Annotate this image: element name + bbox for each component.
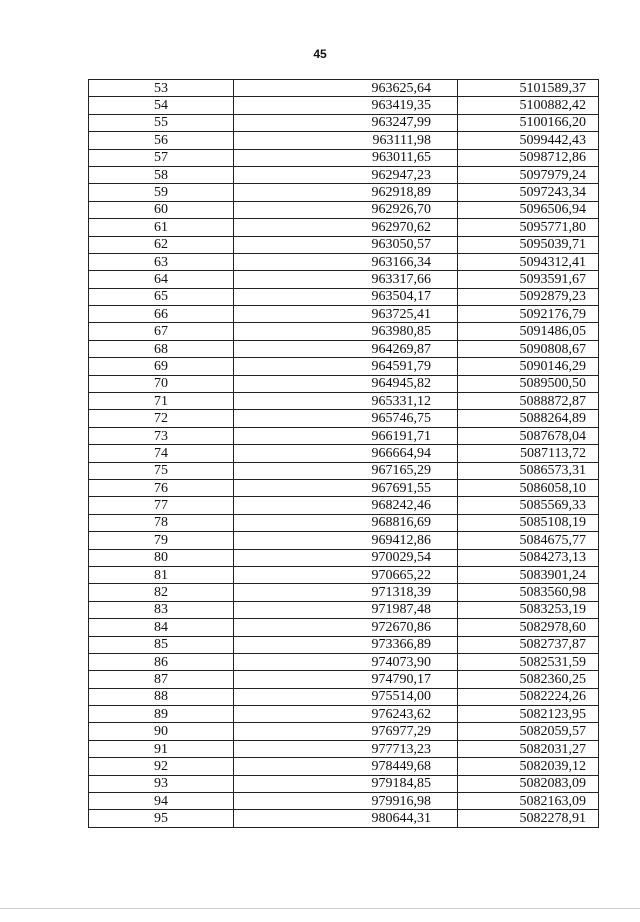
point-number-cell: 54 <box>89 97 234 114</box>
x-coordinate-cell: 963050,57 <box>234 236 458 253</box>
point-number-cell: 58 <box>89 166 234 183</box>
table-row <box>89 358 599 375</box>
point-number-cell: 60 <box>89 201 234 218</box>
x-coordinate-cell: 974073,90 <box>234 653 458 670</box>
x-coordinate-cell: 963625,64 <box>234 80 458 97</box>
point-number-cell: 70 <box>89 375 234 392</box>
x-coordinate-cell: 966664,94 <box>234 445 458 462</box>
point-number-cell: 87 <box>89 671 234 688</box>
x-coordinate-cell: 962947,23 <box>234 166 458 183</box>
x-coordinate-cell: 979916,98 <box>234 793 458 810</box>
point-number-cell: 82 <box>89 584 234 601</box>
y-coordinate-cell: 5097243,34 <box>458 184 599 201</box>
point-number-cell: 55 <box>89 114 234 131</box>
point-number-cell: 95 <box>89 810 234 827</box>
y-coordinate-cell: 5082039,12 <box>458 758 599 775</box>
y-coordinate-cell: 5084273,13 <box>458 549 599 566</box>
table-row <box>89 375 599 392</box>
y-coordinate-cell: 5088872,87 <box>458 393 599 410</box>
table-row <box>89 671 599 688</box>
y-coordinate-cell: 5085569,33 <box>458 497 599 514</box>
point-number-cell: 75 <box>89 462 234 479</box>
table-row <box>89 97 599 114</box>
x-coordinate-cell: 963011,65 <box>234 149 458 166</box>
point-number-cell: 62 <box>89 236 234 253</box>
x-coordinate-cell: 963980,85 <box>234 323 458 340</box>
x-coordinate-cell: 969412,86 <box>234 532 458 549</box>
table-row <box>89 793 599 810</box>
point-number-cell: 94 <box>89 793 234 810</box>
x-coordinate-cell: 962926,70 <box>234 201 458 218</box>
point-number-cell: 80 <box>89 549 234 566</box>
table-row <box>89 114 599 131</box>
y-coordinate-cell: 5082123,95 <box>458 706 599 723</box>
point-number-cell: 65 <box>89 288 234 305</box>
table-row <box>89 340 599 357</box>
x-coordinate-cell: 963504,17 <box>234 288 458 305</box>
table-row <box>89 601 599 618</box>
table-row <box>89 723 599 740</box>
point-number-cell: 88 <box>89 688 234 705</box>
y-coordinate-cell: 5086058,10 <box>458 479 599 496</box>
point-number-cell: 90 <box>89 723 234 740</box>
table-row <box>89 775 599 792</box>
x-coordinate-cell: 964269,87 <box>234 340 458 357</box>
x-coordinate-cell: 970029,54 <box>234 549 458 566</box>
x-coordinate-cell: 968816,69 <box>234 514 458 531</box>
x-coordinate-cell: 965331,12 <box>234 393 458 410</box>
table-row <box>89 219 599 236</box>
x-coordinate-cell: 962918,89 <box>234 184 458 201</box>
x-coordinate-cell: 963317,66 <box>234 271 458 288</box>
y-coordinate-cell: 5082531,59 <box>458 653 599 670</box>
y-coordinate-cell: 5100882,42 <box>458 97 599 114</box>
y-coordinate-cell: 5082978,60 <box>458 619 599 636</box>
x-coordinate-cell: 971987,48 <box>234 601 458 618</box>
y-coordinate-cell: 5088264,89 <box>458 410 599 427</box>
table-row <box>89 497 599 514</box>
table-row <box>89 810 599 827</box>
x-coordinate-cell: 966191,71 <box>234 427 458 444</box>
y-coordinate-cell: 5098712,86 <box>458 149 599 166</box>
x-coordinate-cell: 976977,29 <box>234 723 458 740</box>
table-row <box>89 184 599 201</box>
table-row <box>89 427 599 444</box>
table-row <box>89 584 599 601</box>
table-row <box>89 479 599 496</box>
table-row <box>89 253 599 270</box>
point-number-cell: 85 <box>89 636 234 653</box>
x-coordinate-cell: 980644,31 <box>234 810 458 827</box>
y-coordinate-cell: 5082278,91 <box>458 810 599 827</box>
x-coordinate-cell: 963419,35 <box>234 97 458 114</box>
y-coordinate-cell: 5087678,04 <box>458 427 599 444</box>
y-coordinate-cell: 5082059,57 <box>458 723 599 740</box>
y-coordinate-cell: 5086573,31 <box>458 462 599 479</box>
x-coordinate-cell: 970665,22 <box>234 566 458 583</box>
x-coordinate-cell: 976243,62 <box>234 706 458 723</box>
y-coordinate-cell: 5083253,19 <box>458 601 599 618</box>
y-coordinate-cell: 5094312,41 <box>458 253 599 270</box>
point-number-cell: 59 <box>89 184 234 201</box>
point-number-cell: 77 <box>89 497 234 514</box>
table-row <box>89 514 599 531</box>
y-coordinate-cell: 5090808,67 <box>458 340 599 357</box>
y-coordinate-cell: 5095039,71 <box>458 236 599 253</box>
x-coordinate-cell: 963166,34 <box>234 253 458 270</box>
table-row <box>89 393 599 410</box>
point-number-cell: 93 <box>89 775 234 792</box>
y-coordinate-cell: 5083560,98 <box>458 584 599 601</box>
y-coordinate-cell: 5084675,77 <box>458 532 599 549</box>
point-number-cell: 83 <box>89 601 234 618</box>
table-row <box>89 688 599 705</box>
table-row <box>89 532 599 549</box>
point-number-cell: 66 <box>89 306 234 323</box>
point-number-cell: 68 <box>89 340 234 357</box>
x-coordinate-cell: 964591,79 <box>234 358 458 375</box>
table-row <box>89 462 599 479</box>
point-number-cell: 92 <box>89 758 234 775</box>
table-row <box>89 740 599 757</box>
y-coordinate-cell: 5096506,94 <box>458 201 599 218</box>
table-row <box>89 549 599 566</box>
coordinates-table-body <box>89 80 599 828</box>
x-coordinate-cell: 979184,85 <box>234 775 458 792</box>
y-coordinate-cell: 5082360,25 <box>458 671 599 688</box>
point-number-cell: 53 <box>89 80 234 97</box>
y-coordinate-cell: 5093591,67 <box>458 271 599 288</box>
x-coordinate-cell: 974790,17 <box>234 671 458 688</box>
y-coordinate-cell: 5097979,24 <box>458 166 599 183</box>
table-row <box>89 653 599 670</box>
y-coordinate-cell: 5087113,72 <box>458 445 599 462</box>
y-coordinate-cell: 5085108,19 <box>458 514 599 531</box>
table-row <box>89 566 599 583</box>
table-row <box>89 445 599 462</box>
x-coordinate-cell: 967691,55 <box>234 479 458 496</box>
table-row <box>89 636 599 653</box>
table-row <box>89 619 599 636</box>
table-row <box>89 758 599 775</box>
point-number-cell: 64 <box>89 271 234 288</box>
point-number-cell: 86 <box>89 653 234 670</box>
y-coordinate-cell: 5082737,87 <box>458 636 599 653</box>
x-coordinate-cell: 971318,39 <box>234 584 458 601</box>
point-number-cell: 79 <box>89 532 234 549</box>
point-number-cell: 84 <box>89 619 234 636</box>
table-row <box>89 271 599 288</box>
point-number-cell: 67 <box>89 323 234 340</box>
x-coordinate-cell: 973366,89 <box>234 636 458 653</box>
point-number-cell: 91 <box>89 740 234 757</box>
table-row <box>89 288 599 305</box>
table-row <box>89 306 599 323</box>
y-coordinate-cell: 5091486,05 <box>458 323 599 340</box>
y-coordinate-cell: 5095771,80 <box>458 219 599 236</box>
y-coordinate-cell: 5092176,79 <box>458 306 599 323</box>
point-number-cell: 81 <box>89 566 234 583</box>
point-number-cell: 71 <box>89 393 234 410</box>
x-coordinate-cell: 975514,00 <box>234 688 458 705</box>
table-row <box>89 80 599 97</box>
x-coordinate-cell: 978449,68 <box>234 758 458 775</box>
point-number-cell: 76 <box>89 479 234 496</box>
x-coordinate-cell: 964945,82 <box>234 375 458 392</box>
table-row <box>89 201 599 218</box>
x-coordinate-cell: 962970,62 <box>234 219 458 236</box>
y-coordinate-cell: 5100166,20 <box>458 114 599 131</box>
y-coordinate-cell: 5082224,26 <box>458 688 599 705</box>
point-number-cell: 72 <box>89 410 234 427</box>
point-number-cell: 56 <box>89 132 234 149</box>
table-row <box>89 410 599 427</box>
y-coordinate-cell: 5083901,24 <box>458 566 599 583</box>
x-coordinate-cell: 967165,29 <box>234 462 458 479</box>
point-number-cell: 69 <box>89 358 234 375</box>
y-coordinate-cell: 5090146,29 <box>458 358 599 375</box>
table-row <box>89 236 599 253</box>
y-coordinate-cell: 5082163,09 <box>458 793 599 810</box>
coordinates-table <box>88 79 599 828</box>
table-row <box>89 323 599 340</box>
table-row <box>89 166 599 183</box>
point-number-cell: 74 <box>89 445 234 462</box>
y-coordinate-cell: 5101589,37 <box>458 80 599 97</box>
table-row <box>89 149 599 166</box>
y-coordinate-cell: 5082031,27 <box>458 740 599 757</box>
point-number-cell: 78 <box>89 514 234 531</box>
x-coordinate-cell: 963725,41 <box>234 306 458 323</box>
x-coordinate-cell: 977713,23 <box>234 740 458 757</box>
point-number-cell: 61 <box>89 219 234 236</box>
x-coordinate-cell: 963247,99 <box>234 114 458 131</box>
y-coordinate-cell: 5089500,50 <box>458 375 599 392</box>
point-number-cell: 57 <box>89 149 234 166</box>
table-row <box>89 706 599 723</box>
page-bottom-edge <box>0 908 640 909</box>
point-number-cell: 73 <box>89 427 234 444</box>
table-row <box>89 132 599 149</box>
x-coordinate-cell: 963111,98 <box>234 132 458 149</box>
point-number-cell: 89 <box>89 706 234 723</box>
x-coordinate-cell: 965746,75 <box>234 410 458 427</box>
y-coordinate-cell: 5099442,43 <box>458 132 599 149</box>
page-number: 45 <box>313 47 327 61</box>
y-coordinate-cell: 5092879,23 <box>458 288 599 305</box>
point-number-cell: 63 <box>89 253 234 270</box>
x-coordinate-cell: 972670,86 <box>234 619 458 636</box>
y-coordinate-cell: 5082083,09 <box>458 775 599 792</box>
x-coordinate-cell: 968242,46 <box>234 497 458 514</box>
